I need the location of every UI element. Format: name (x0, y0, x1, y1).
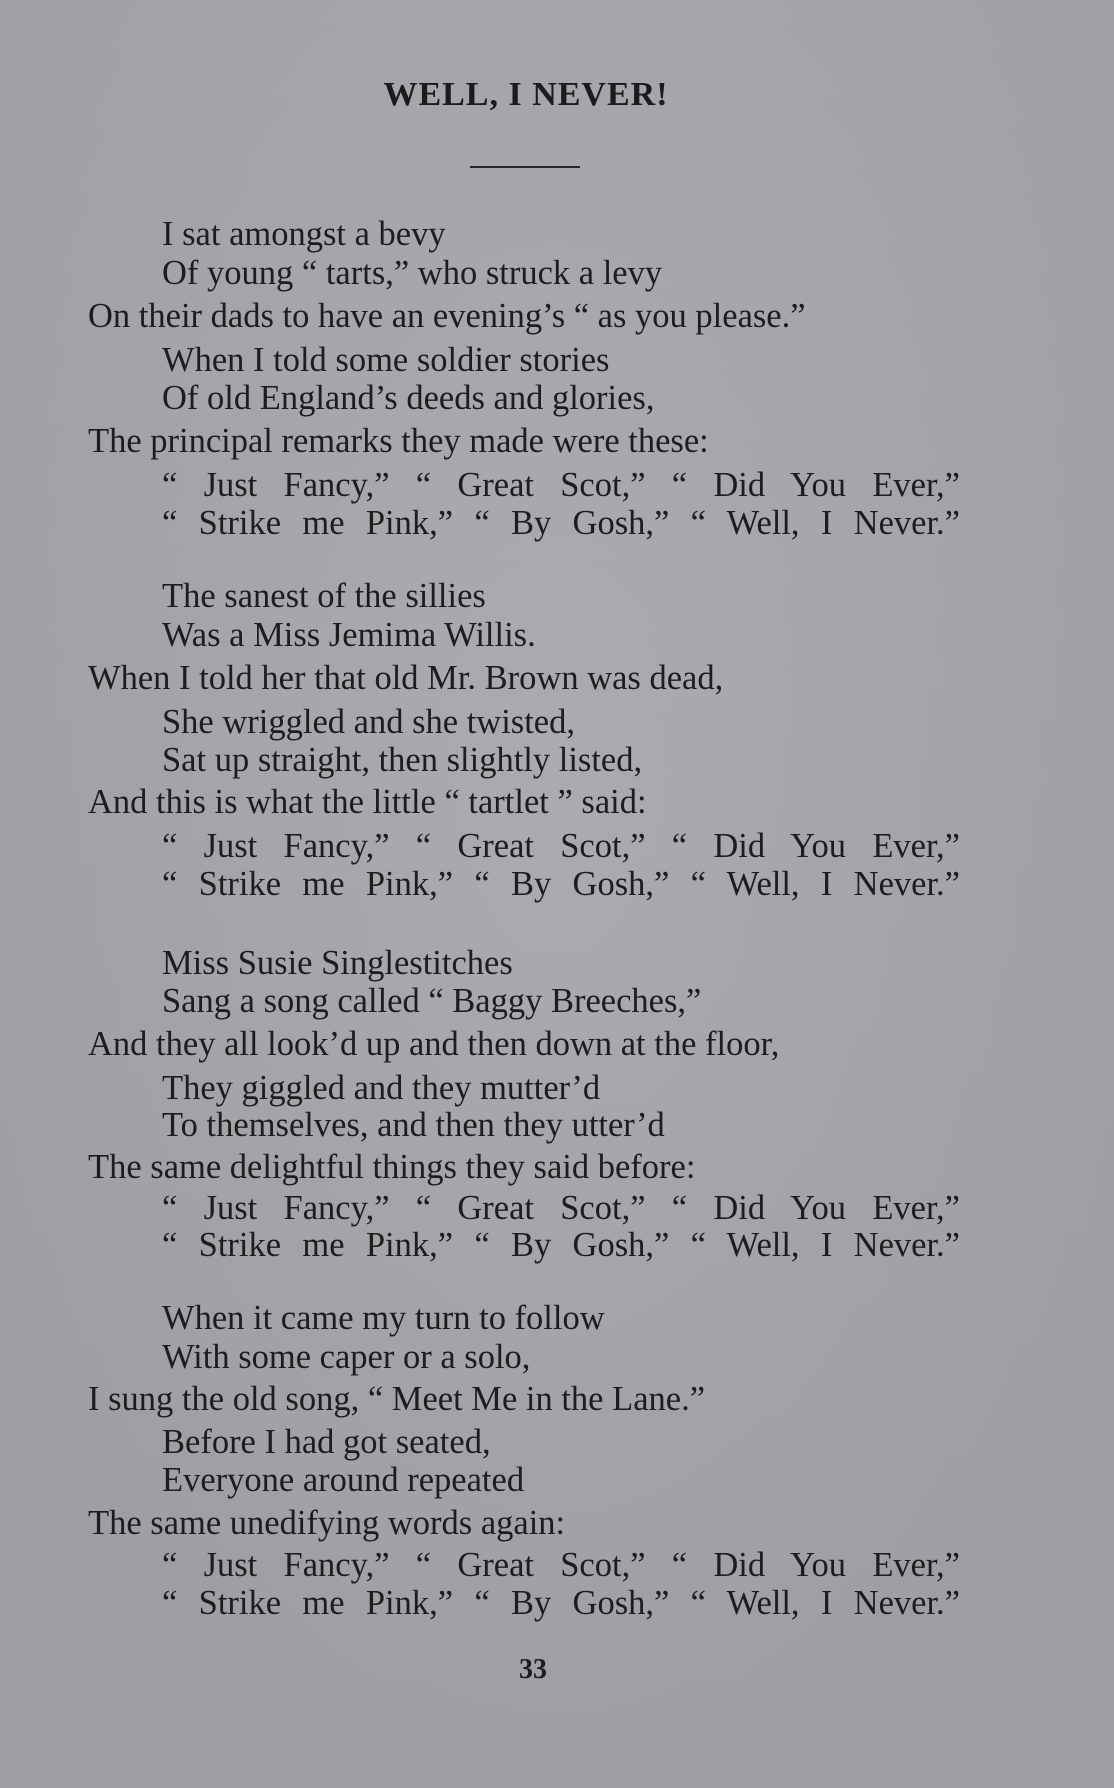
poem-line: On their dads to have an evening’s “ as you please.” (88, 297, 806, 335)
poem-line: Before I had got seated, (162, 1423, 491, 1461)
refrain-line: “ Strike me Pink,” “ By Gosh,” “ Well, I Never.” (162, 504, 960, 542)
poem-line: I sat amongst a bevy (162, 215, 446, 253)
poem-line: They giggled and they mutter’d (162, 1069, 601, 1107)
poem-line: And this is what the little “ tartlet ” said: (88, 783, 647, 821)
poem-line: When I told some soldier stories (162, 341, 610, 379)
refrain-line: “ Just Fancy,” “ Great Scot,” “ Did You Ever,” (162, 1546, 960, 1584)
poem-line: Was a Miss Jemima Willis. (162, 616, 536, 654)
poem-line: Sat up straight, then slightly listed, (162, 741, 643, 779)
poem-line: The principal remarks they made were these: (88, 422, 709, 460)
poem-line: Of young “ tarts,” who struck a levy (162, 254, 663, 292)
poem-title: WELL, I NEVER! (383, 76, 669, 113)
poem-line: To themselves, and then they utter’d (162, 1106, 665, 1144)
poem-line: With some caper or a solo, (162, 1338, 531, 1376)
poem-line: And they all look’d up and then down at the floor, (88, 1025, 780, 1063)
poem-line: Miss Susie Singlestitches (162, 944, 513, 982)
poem-line: The sanest of the sillies (162, 577, 486, 615)
poem-line: When it came my turn to follow (162, 1299, 605, 1337)
poem-line: Sang a song called “ Baggy Breeches,” (162, 982, 702, 1020)
poem-line: Everyone around repeated (162, 1461, 525, 1499)
poem-line: The same unedifying words again: (88, 1504, 566, 1542)
refrain-line: “ Just Fancy,” “ Great Scot,” “ Did You Ever,” (162, 1189, 960, 1227)
poem-line: I sung the old song, “ Meet Me in the Lane.” (88, 1380, 706, 1418)
poem-line: Of old England’s deeds and glories, (162, 379, 655, 417)
refrain-line: “ Strike me Pink,” “ By Gosh,” “ Well, I Never.” (162, 865, 960, 903)
page-number: 33 (519, 1654, 547, 1685)
refrain-line: “ Just Fancy,” “ Great Scot,” “ Did You Ever,” (162, 827, 960, 865)
poem-line: She wriggled and she twisted, (162, 703, 575, 741)
refrain-line: “ Strike me Pink,” “ By Gosh,” “ Well, I Never.” (162, 1584, 960, 1622)
refrain-line: “ Just Fancy,” “ Great Scot,” “ Did You Ever,” (162, 466, 960, 504)
refrain-line: “ Strike me Pink,” “ By Gosh,” “ Well, I Never.” (162, 1226, 960, 1264)
poem-line: The same delightful things they said before: (88, 1148, 696, 1186)
poem-line: When I told her that old Mr. Brown was dead, (88, 659, 724, 697)
title-divider (470, 166, 580, 168)
